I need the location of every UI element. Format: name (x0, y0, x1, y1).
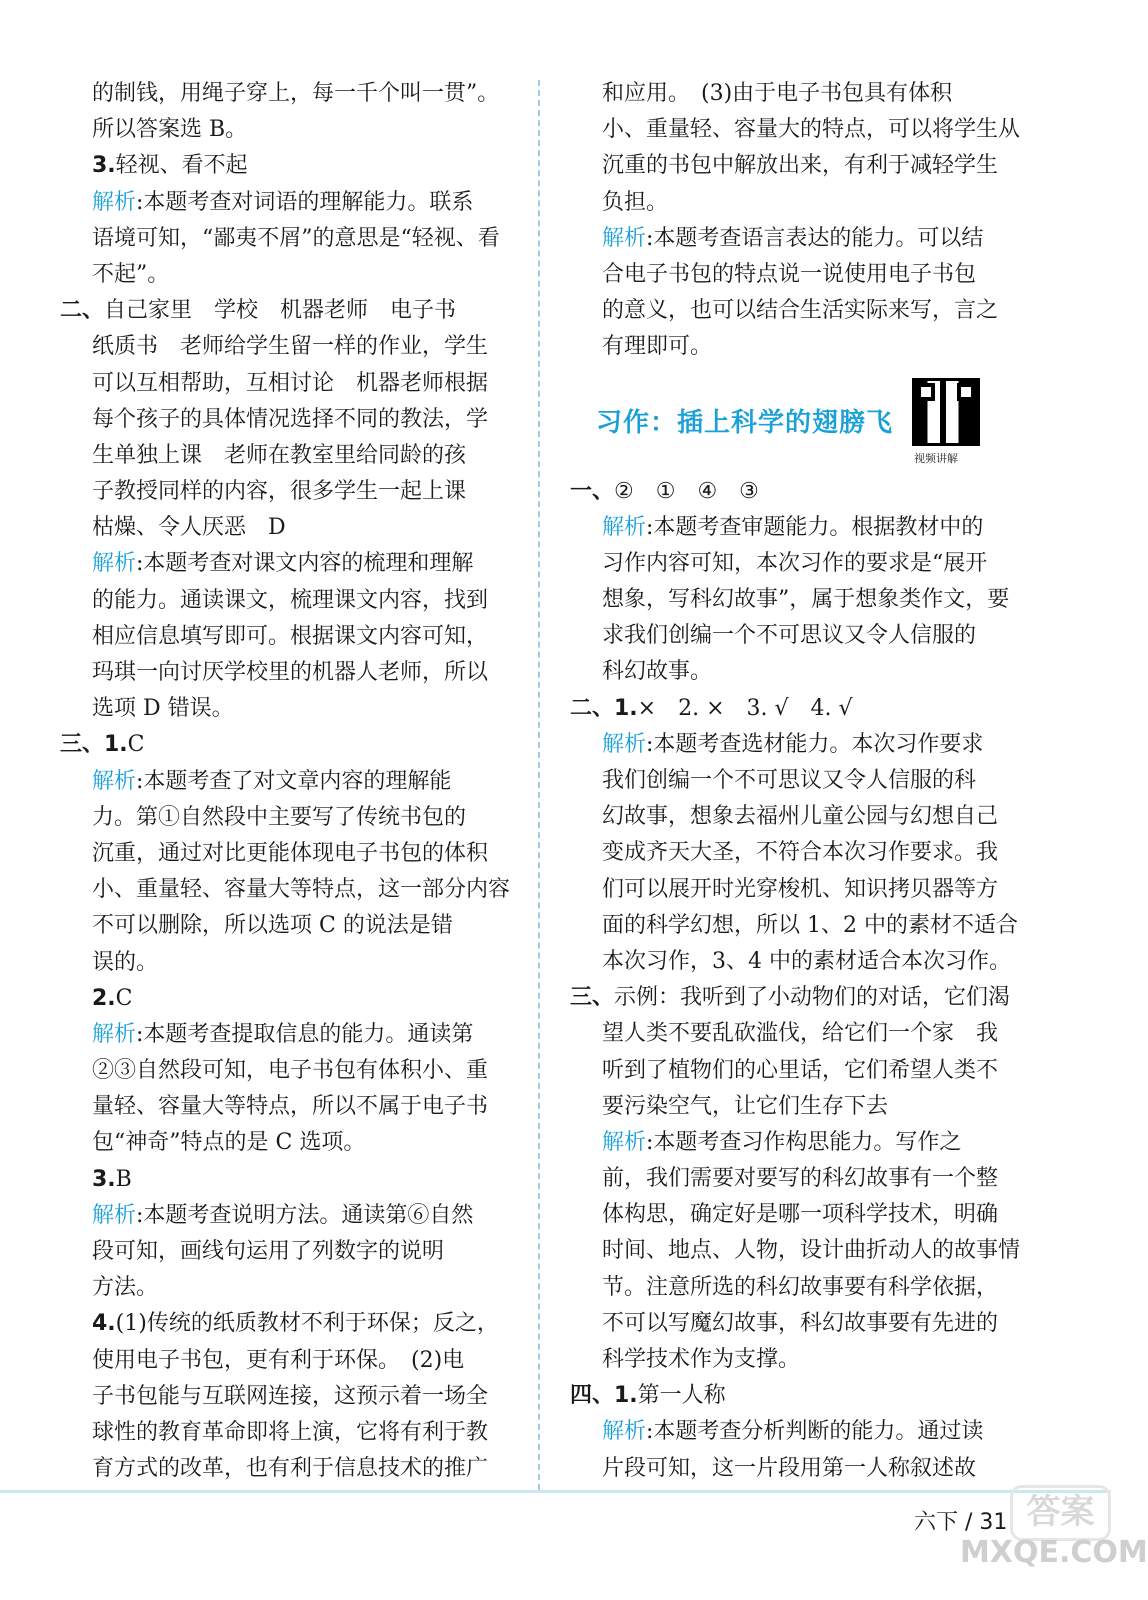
answer-line: 三、示例：我听到了小动物们的对话，它们渴 (570, 985, 1011, 1011)
text-line: 本次习作，3、4 中的素材适合本次习作。 (602, 948, 1011, 974)
analysis-line: 解析:本题考查分析判断的能力。通过读 (602, 1419, 984, 1445)
analysis-tag: 解析 (92, 1021, 137, 1047)
text-line: 我们创编一个不可思议又令人信服的科 (602, 768, 977, 793)
text-line: 科学技术作为支撑。 (602, 1347, 801, 1372)
question-number: 2. (92, 985, 116, 1011)
text-line: 小、重量轻、容量大等特点，这一部分内容 (92, 877, 511, 903)
section-number: 三、1. (60, 732, 128, 758)
answer-line: 三、1.C (60, 732, 145, 758)
text-line: 语境可知，“鄙夷不屑”的意思是“轻视、看 (92, 225, 500, 251)
text-line: ②③自然段可知，电子书包有体积小、重 (92, 1058, 489, 1084)
text-line: 听到了植物们的心里话，它们希望人类不 (602, 1057, 999, 1083)
text-line: 不可以删除，所以选项 C 的说法是错 (92, 913, 453, 939)
section-number: 二、1. (570, 695, 638, 721)
text-line: 球性的教育革命即将上演，它将有利于教 (92, 1419, 489, 1445)
analysis-line: 解析:本题考查对词语的理解能力。联系 (92, 189, 474, 215)
right-column (570, 76, 1030, 1487)
text-line: 选项 D 错误。 (92, 696, 234, 722)
answer-line: 3.B (92, 1166, 132, 1192)
left-column (60, 76, 520, 1487)
text-line: 体构思，确定好是哪一项科学技术，明确 (602, 1202, 999, 1228)
text-line: 量轻、容量大等特点，所以不属于电子书 (92, 1094, 489, 1120)
analysis-line: 解析:本题考查习作构思能力。写作之 (602, 1129, 962, 1155)
text-line: 生单独上课 老师在教室里给同龄的孩 (92, 442, 467, 468)
text-line: 方法。 (92, 1275, 159, 1301)
text-line: 的能力。通读课文，梳理课文内容，找到 (92, 587, 489, 613)
analysis-tag: 解析 (92, 768, 137, 794)
text-line: 求我们创编一个不可思议又令人信服的 (602, 623, 977, 649)
text-line: 有理即可。 (602, 334, 713, 360)
text-line: 片段可知，这一片段用第一人称叙述故 (602, 1455, 977, 1481)
column-divider (538, 80, 540, 1490)
analysis-tag: 解析 (92, 1202, 137, 1228)
watermark-url: MXQE.COM (960, 1535, 1148, 1570)
analysis-line: 解析:本题考查对课文内容的梳理和理解 (92, 551, 474, 577)
section-number: 四、1. (570, 1383, 638, 1409)
text-line: 子教授同样的内容，很多学生一起上课 (92, 479, 467, 505)
text-line: 相应信息填写即可。根据课文内容可知， (92, 623, 489, 649)
text-line: 合电子书包的特点说一说使用电子书包 (602, 261, 977, 287)
text-line: 前，我们需要对要写的科幻故事有一个整 (602, 1166, 999, 1192)
text-line: 面的科学幻想，所以 1、2 中的素材不适合 (602, 912, 1018, 938)
text-line: 误的。 (92, 949, 159, 975)
answer-line: 一、② ① ④ ③ (570, 478, 759, 504)
answer-line: 二、自己家里 学校 机器老师 电子书 (60, 298, 457, 324)
answer-line: 2.C (92, 985, 133, 1011)
analysis-line: 解析:本题考查语言表达的能力。可以结 (602, 225, 984, 251)
answer-line: 四、1.第一人称 (570, 1383, 726, 1409)
text-line: 幻故事，想象去福州儿童公园与幻想自己 (602, 804, 999, 830)
page-number: 六下 / 31 (914, 1510, 1008, 1535)
text-line: 力。第①自然段中主要写了传统书包的 (92, 804, 467, 830)
question-number: 3. (92, 1166, 116, 1192)
footer-divider (0, 1490, 1111, 1493)
text-line: 不可以写魔幻故事，科幻故事要有先进的 (602, 1310, 999, 1336)
analysis-tag: 解析 (602, 514, 647, 540)
text-line: 纸质书 老师给学生留一样的作业，学生 (92, 334, 489, 360)
text-line: 段可知，画线句运用了列数字的说明 (92, 1239, 445, 1264)
text-line: 所以答案选 B。 (92, 117, 248, 143)
text-line: 每个孩子的具体情况选择不同的教法，学 (92, 406, 489, 432)
analysis-line: 解析:本题考查提取信息的能力。通读第 (92, 1021, 474, 1047)
text-line: 和应用。 (3)由于电子书包具有体积 (602, 81, 953, 106)
text-line: 们可以展开时光穿梭机、知识拷贝器等方 (602, 876, 999, 902)
text-line: 小、重量轻、容量大的特点，可以将学生从 (602, 117, 1021, 143)
watermark-logo: 答案 (1010, 1485, 1111, 1541)
section-number: 二、 (60, 298, 105, 324)
text-line: 沉重，通过对比更能体现电子书包的体积 (92, 840, 489, 866)
analysis-tag: 解析 (602, 731, 647, 757)
analysis-line: 解析:本题考查了对文章内容的理解能 (92, 768, 452, 794)
answer-line: 二、1.× 2. × 3. √ 4. √ (570, 695, 853, 721)
text-line: 沉重的书包中解放出来，有利于减轻学生 (602, 153, 999, 179)
text-line: 变成齐天大圣，不符合本次习作要求。我 (602, 840, 999, 866)
section-number: 三、 (570, 985, 615, 1011)
section-number: 一、 (570, 478, 615, 504)
text-line: 节。注意所选的科幻故事要有科学依据， (602, 1274, 999, 1300)
text-line: 时间、地点、人物，设计曲折动人的故事情 (602, 1238, 1021, 1264)
text-line: 可以互相帮助，互相讨论 机器老师根据 (92, 370, 489, 396)
text-line: 想象，写科幻故事”，属于想象类作文，要 (602, 587, 1010, 613)
analysis-tag: 解析 (92, 189, 137, 215)
analysis-tag: 解析 (602, 1419, 647, 1445)
answer-line: 4.(1)传统的纸质教材不利于环保；反之， (92, 1311, 499, 1337)
text-line: 望人类不要乱砍滥伐，给它们一个家 我 (602, 1021, 999, 1047)
text-line: 玛琪一向讨厌学校里的机器人老师，所以 (92, 660, 489, 685)
question-number: 4. (92, 1311, 116, 1337)
text-line: 习作内容可知，本次习作的要求是“展开 (602, 550, 988, 576)
analysis-tag: 解析 (602, 225, 647, 251)
analysis-line: 解析:本题考查说明方法。通读第⑥自然 (92, 1202, 474, 1228)
text-line: 使用电子书包，更有利于环保。 (2)电 (92, 1347, 465, 1373)
analysis-line: 解析:本题考查选材能力。本次习作要求 (602, 731, 984, 757)
question-number: 3. (92, 153, 116, 179)
analysis-tag: 解析 (92, 551, 137, 577)
text-line: 的意义，也可以结合生活实际来写，言之 (602, 298, 999, 324)
text-line: 要污染空气，让它们生存下去 (602, 1093, 889, 1119)
text-line: 不起”。 (92, 261, 170, 287)
qr-label: 视频讲解 (914, 452, 958, 465)
analysis-tag: 解析 (602, 1129, 647, 1155)
text-line: 枯燥、令人厌恶 D (92, 515, 286, 541)
text-line: 包“神奇”特点的是 C 选项。 (92, 1130, 366, 1156)
text-line: 科幻故事。 (602, 659, 713, 685)
qr-code-icon[interactable] (912, 378, 980, 446)
answer-line: 3.轻视、看不起 (92, 153, 248, 179)
section-title: 习作：插上科学的翅膀飞 (596, 408, 894, 438)
analysis-line: 解析:本题考查审题能力。根据教材中的 (602, 514, 984, 540)
text-line: 负担。 (602, 189, 669, 215)
text-line: 育方式的改革，也有利于信息技术的推广 (92, 1456, 489, 1482)
text-line: 的制钱，用绳子穿上，每一千个叫一贯”。 (92, 81, 500, 106)
text-line: 子书包能与互联网连接，这预示着一场全 (92, 1383, 489, 1409)
